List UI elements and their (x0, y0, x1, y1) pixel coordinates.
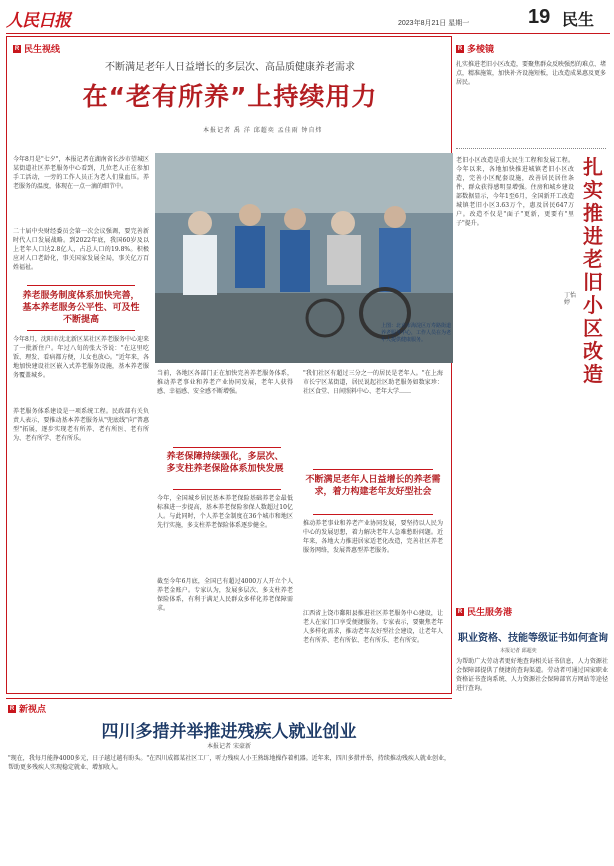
bottom-byline: 本报记者 宋豪新 (207, 743, 251, 750)
commentary-rail (456, 36, 610, 586)
bottom-divider (6, 698, 452, 699)
lead-subtitle: 不断满足老年人日益增长的多层次、高品质健康养老需求 (105, 62, 355, 73)
bottom-section-tag (8, 702, 46, 715)
lead-paragraph-1: 今年8月是"七夕"，本报记者在湖南省长沙市望城区某街道社区养老服务中心看到，几位老人正在参加手工活动，一旁的工作人员正为老人们量血压。养老服务的温度，体现在一点一滴的细节中。 (13, 156, 149, 190)
bottom-headline: 四川多措并举推进残疾人就业创业 (101, 722, 357, 742)
subhead-service-system: 养老服务制度体系加快完善，基本养老服务公平性、可及性不断提高 (22, 291, 140, 325)
lead-section-label: 民生视线 (24, 44, 61, 54)
subhead-rule (27, 330, 135, 331)
subhead-friendly-society: 不断满足老年人日益增长的养老需求，着力构建老年友好型社会 (305, 475, 441, 497)
page-number: 19 (528, 6, 551, 28)
lead-paragraph-6: 今年，全国城乡居民基本养老保险基础养老金最低标准进一步提高，基本养老保险参保人数超过10亿人。与此同时，个人养老金制度在36个城市和地区先行实施，多支柱养老保险体系逐步健全。 (157, 495, 293, 529)
section-mark-icon: R (14, 45, 20, 52)
service-rail (456, 595, 610, 855)
commentary-headline: 扎实推进老旧小区改造 (583, 155, 603, 386)
service-section-label: 民生服务港 (467, 607, 513, 617)
masthead (6, 4, 610, 34)
commentary-body: 老旧小区改造是重大民生工程和发展工程。今年以来，各地加快推进城镇老旧小区改造，完善小区配套设施，改善居民居住条件，群众获得感明显增强。住房和城乡建设部数据显示，今年1至6月，全国新开工改造城镇老旧小区3.63万个，惠及居民647万户。改造不仅是"面子"更新，更要有"里子"提升。 (456, 157, 574, 227)
lead-paragraph-2: 二十届中央财经委员会第一次会议强调，要完善新时代人口发展战略。到2022年底，我国60岁及以上老年人口达2.8亿人，占总人口的19.8%。积极应对人口老龄化，事关国家发展全局，事关亿万百姓福祉。 (13, 228, 149, 271)
bottom-section-label: 新视点 (19, 704, 47, 714)
subhead-rule (313, 514, 433, 515)
section-mark-icon: R (9, 705, 15, 712)
lead-headline: 在“老有所养”上持续用力 (82, 82, 378, 111)
lead-paragraph-7: 截至今年6月底，全国已有超过4000万人开立个人养老金账户。专家认为，发展多层次、多支柱养老保险体系，有利于满足人民群众多样化养老保障需求。 (157, 578, 293, 612)
lead-paragraph-9: 推动养老事业和养老产业协同发展，要坚持以人民为中心的发展思想，着力解决老年人急难愁盼问题。近年来，各地大力推进居家适老化改造，完善社区养老服务网络，发展普惠型养老服务。 (303, 520, 443, 554)
service-section-tag (456, 605, 512, 618)
rail-divider (456, 148, 606, 149)
service-headline: 职业资格、技能等级证书如何查询 (458, 633, 608, 644)
lead-paragraph-10: 江西省上饶市鄱阳县推进社区养老服务中心建设，让老人在家门口享受便捷服务。专家表示，要聚焦老年人多样化需求，推动老年友好型社会建设，让老年人老有所养、老有所依、老有所乐、老有所安。 (303, 610, 443, 644)
subhead-rule (173, 447, 281, 448)
section-mark-icon: R (457, 608, 463, 615)
rail-section-tag (456, 42, 494, 55)
bottom-body: "现在，我每月能挣4000多元，日子越过越有盼头。"在四川成都某社区工厂，听力残疾人小王熟练地操作着机器。近年来，四川多措并举，持续推动残疾人就业创业，帮助更多残疾人实现稳定就业、增加收入。 (8, 755, 450, 771)
subhead-rule (27, 285, 135, 286)
service-body: 为帮助广大劳动者更好地查询相关证书信息，人力资源社会保障部提供了便捷的查询渠道。劳动者可通过国家职业资格证书查询系统、人力资源社会保障部官方网站等途径进行查询。 (456, 658, 608, 692)
issue-date: 2023年8月21日 星期一 (398, 20, 470, 27)
section-name: 民生 (562, 12, 595, 29)
lead-story (6, 36, 452, 694)
lead-byline: 本报记者 禹 洋 邱超奕 孟佳雨 钟自炜 (203, 127, 323, 134)
subhead-pension: 养老保障持续强化，多层次、多支柱养老保险体系加快发展 (166, 452, 284, 474)
photo-caption: 上图：北京市海淀区万寿路街道养老服务中心，工作人员在为老年人提供健康服务。 (381, 323, 452, 343)
lead-paragraph-8: "我们社区有超过三分之一的居民是老年人。"在上海市长宁区某街道，居民说起社区助老服务如数家珍：社区食堂、日间照料中心、老年大学…… (303, 370, 443, 395)
newspaper-logo: 人民日报 (6, 11, 70, 31)
rail-section-label: 多棱镜 (467, 44, 495, 54)
lead-paragraph-3: 当前，各地区各部门正在加快完善养老服务体系，推动养老事业和养老产业协同发展，老年人获得感、幸福感、安全感不断增强。 (157, 370, 293, 395)
lead-section-tag (13, 42, 60, 55)
rail-lead-text: 扎实推进老旧小区改造，要聚焦群众反映强烈的难点、堵点，精准施策，加快补齐设施短板，让改造成果惠及更多居民。 (456, 61, 607, 86)
service-byline: 本报记者 邱超奕 (500, 648, 537, 654)
commentary-author: 丁怡婷 (564, 292, 577, 306)
subhead-rule (313, 469, 433, 470)
section-mark-icon: R (457, 45, 463, 52)
subhead-rule (173, 489, 281, 490)
lead-paragraph-4: 今年8月，沈阳市沈北新区某社区养老服务中心迎来了一批新住户。年过八旬的张大爷说："在这里吃饭、理发、看病都方便，儿女也放心。"近年来，各地加快建设社区嵌入式养老服务设施，基本养老服务覆盖城乡。 (13, 336, 149, 379)
lead-paragraph-5: 养老服务体系建设是一项系统工程。民政部有关负责人表示，要推动基本养老服务从"兜底线"向"普惠型"拓展，逐步实现老有所养、老有所医、老有所为、老有所学、老有所乐。 (13, 408, 149, 442)
